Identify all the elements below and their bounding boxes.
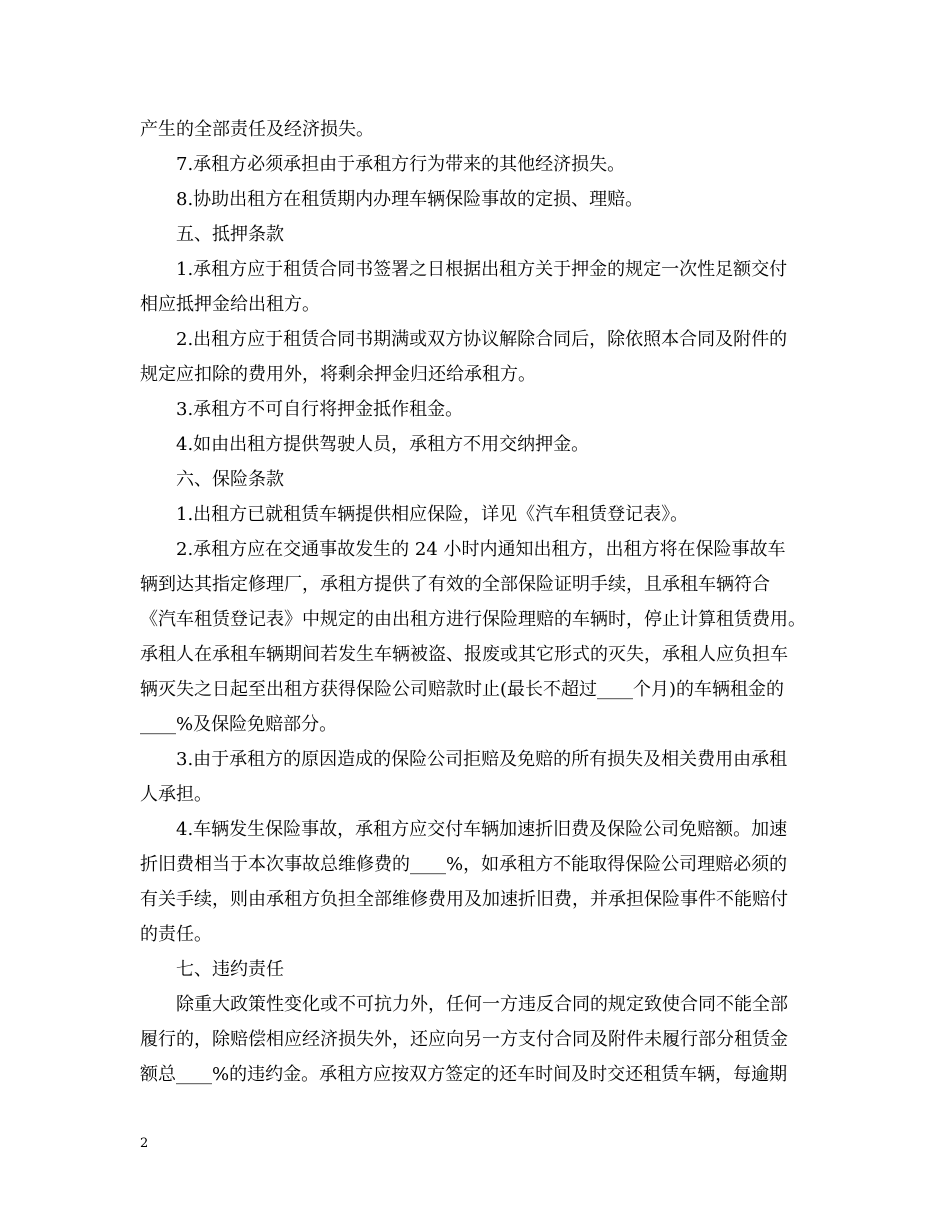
text-line: 的责任。 — [140, 924, 212, 945]
text-line: 辆到达其指定修理厂，承租方提供了有效的全部保险证明手续，且承租车辆符合 — [140, 574, 770, 595]
text-line: 规定应扣除的费用外，将剩余押金归还给承租方。 — [140, 364, 536, 385]
text-line: 2.出租方应于租赁合同书期满或双方协议解除合同后，除依照本合同及附件的 — [176, 329, 788, 350]
text-line: 额总____%的违约金。承租方应按双方签定的还车时间及时交还租赁车辆，每逾期 — [140, 1064, 788, 1085]
text-line: ____%及保险免赔部分。 — [140, 714, 338, 735]
text-line: 4.如由出租方提供驾驶人员，承租方不用交纳押金。 — [176, 434, 590, 455]
text-line: 辆灭失之日起至出租方获得保险公司赔款时止(最长不超过____个月)的车辆租金的 — [140, 679, 785, 700]
section-heading: 六、保险条款 — [176, 469, 284, 490]
text-line: 履行的，除赔偿相应经济损失外，还应向另一方支付合同及附件未履行部分租赁金 — [140, 1029, 788, 1050]
text-line: 除重大政策性变化或不可抗力外，任何一方违反合同的规定致使合同不能全部 — [176, 994, 788, 1015]
text-line: 2.承租方应在交通事故发生的 24 小时内通知出租方，出租方将在保险事故车 — [176, 539, 786, 560]
text-line: 3.承租方不可自行将押金抵作租金。 — [176, 399, 464, 420]
text-line: 8.协助出租方在租赁期内办理车辆保险事故的定损、理赔。 — [176, 189, 644, 210]
text-line: 4.车辆发生保险事故，承租方应交付车辆加速折旧费及保险公司免赔额。加速 — [176, 819, 788, 840]
text-line: 承租人在承租车辆期间若发生车辆被盗、报废或其它形式的灭失，承租人应负担车 — [140, 644, 788, 665]
section-heading: 七、违约责任 — [176, 959, 284, 980]
text-line: 1.出租方已就租赁车辆提供相应保险，详见《汽车租赁登记表》。 — [176, 504, 689, 525]
text-line: 3.由于承租方的原因造成的保险公司拒赔及免赔的所有损失及相关费用由承租 — [176, 749, 788, 770]
text-line: 折旧费相当于本次事故总维修费的____%，如承租方不能取得保险公司理赔必须的 — [140, 854, 788, 875]
text-line: 1.承租方应于租赁合同书签署之日根据出租方关于押金的规定一次性足额交付 — [176, 259, 788, 280]
page-number: 2 — [140, 1136, 149, 1151]
text-line: 《汽车租赁登记表》中规定的由出租方进行保险理赔的车辆时，停止计算租赁费用。 — [140, 609, 806, 630]
text-line: 人承担。 — [140, 784, 212, 805]
text-line: 7.承租方必须承担由于承租方行为带来的其他经济损失。 — [176, 154, 626, 175]
text-line: 相应抵押金给出租方。 — [140, 294, 320, 315]
text-line: 产生的全部责任及经济损失。 — [140, 119, 374, 140]
text-line: 有关手续，则由承租方负担全部维修费用及加速折旧费，并承担保险事件不能赔付 — [140, 889, 788, 910]
section-heading: 五、抵押条款 — [176, 224, 284, 245]
